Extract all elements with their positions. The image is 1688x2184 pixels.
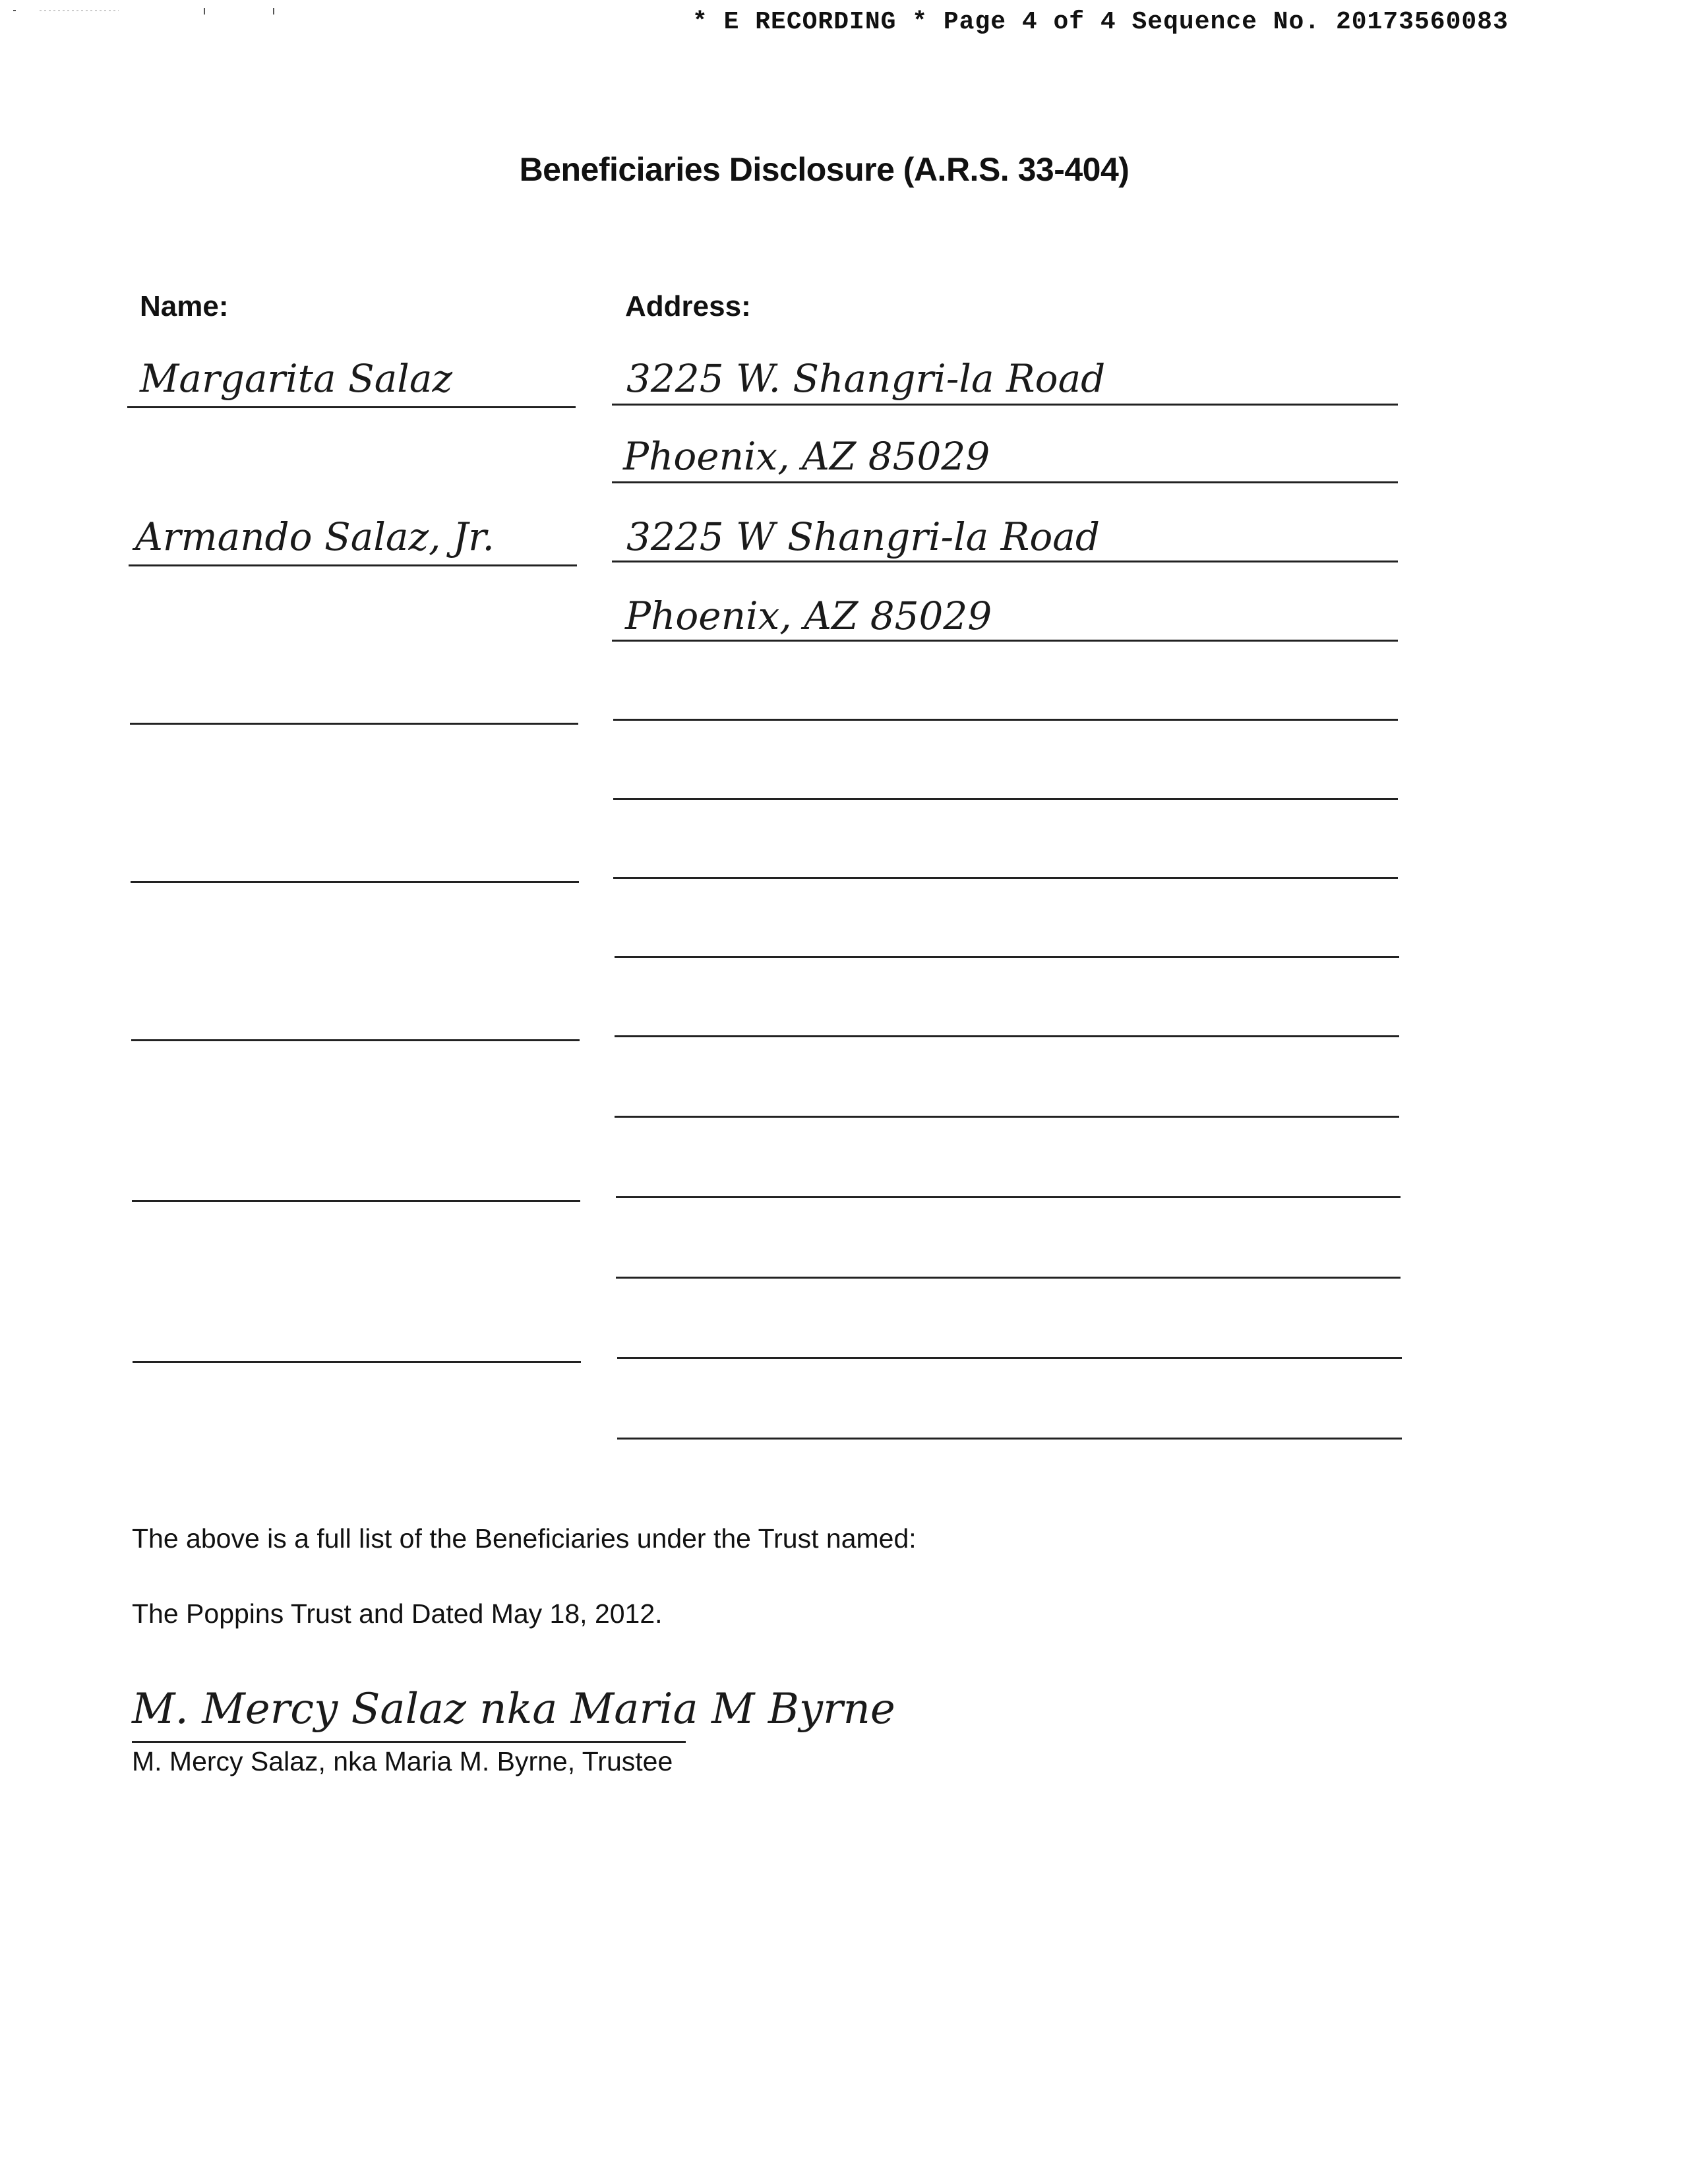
- address-rule: [615, 1035, 1399, 1037]
- page-title: Beneficiaries Disclosure (A.R.S. 33-404): [519, 151, 1130, 188]
- address-column-label: Address:: [625, 290, 751, 322]
- address-rule: [613, 877, 1398, 879]
- name-rule: [130, 723, 578, 725]
- name-rule: [131, 881, 579, 883]
- name-rule: [132, 1200, 580, 1202]
- statement-line-1: The above is a full list of the Beneficiaries under the Trust named:: [132, 1523, 917, 1554]
- address-rule: [612, 404, 1398, 406]
- beneficiary-2-address-line2: Phoenix, AZ 85029: [625, 593, 992, 638]
- signature-line: [132, 1741, 686, 1743]
- recording-header: * E RECORDING * Page 4 of 4 Sequence No. 20173560083: [692, 8, 1509, 36]
- name-rule: [129, 564, 577, 566]
- address-rule: [612, 640, 1398, 642]
- scan-artifacts: [13, 4, 277, 17]
- beneficiary-2-address-line1: 3225 W Shangri-la Road: [626, 514, 1100, 559]
- address-rule: [615, 956, 1399, 958]
- trustee-signature: M. Mercy Salaz nka Maria M Byrne: [132, 1685, 895, 1734]
- address-rule: [612, 561, 1398, 562]
- signature-caption: M. Mercy Salaz, nka Maria M. Byrne, Trustee: [132, 1746, 673, 1776]
- beneficiary-2-name: Armando Salaz, Jr.: [135, 514, 495, 559]
- beneficiary-1-address-line1: 3225 W. Shangri-la Road: [626, 356, 1106, 401]
- beneficiary-1-name: Margarita Salaz: [140, 356, 452, 401]
- beneficiary-1-address-line2: Phoenix, AZ 85029: [623, 434, 990, 479]
- address-rule: [613, 798, 1398, 800]
- address-rule: [616, 1277, 1401, 1279]
- address-rule: [613, 719, 1398, 721]
- address-rule: [617, 1357, 1402, 1359]
- address-rule: [617, 1438, 1402, 1440]
- address-rule: [612, 481, 1398, 483]
- statement-line-2: The Poppins Trust and Dated May 18, 2012.: [132, 1598, 663, 1629]
- name-column-label: Name:: [140, 290, 229, 322]
- name-rule: [131, 1039, 580, 1041]
- address-rule: [616, 1196, 1401, 1198]
- name-rule: [133, 1361, 581, 1363]
- address-rule: [615, 1116, 1399, 1118]
- name-rule: [127, 406, 576, 408]
